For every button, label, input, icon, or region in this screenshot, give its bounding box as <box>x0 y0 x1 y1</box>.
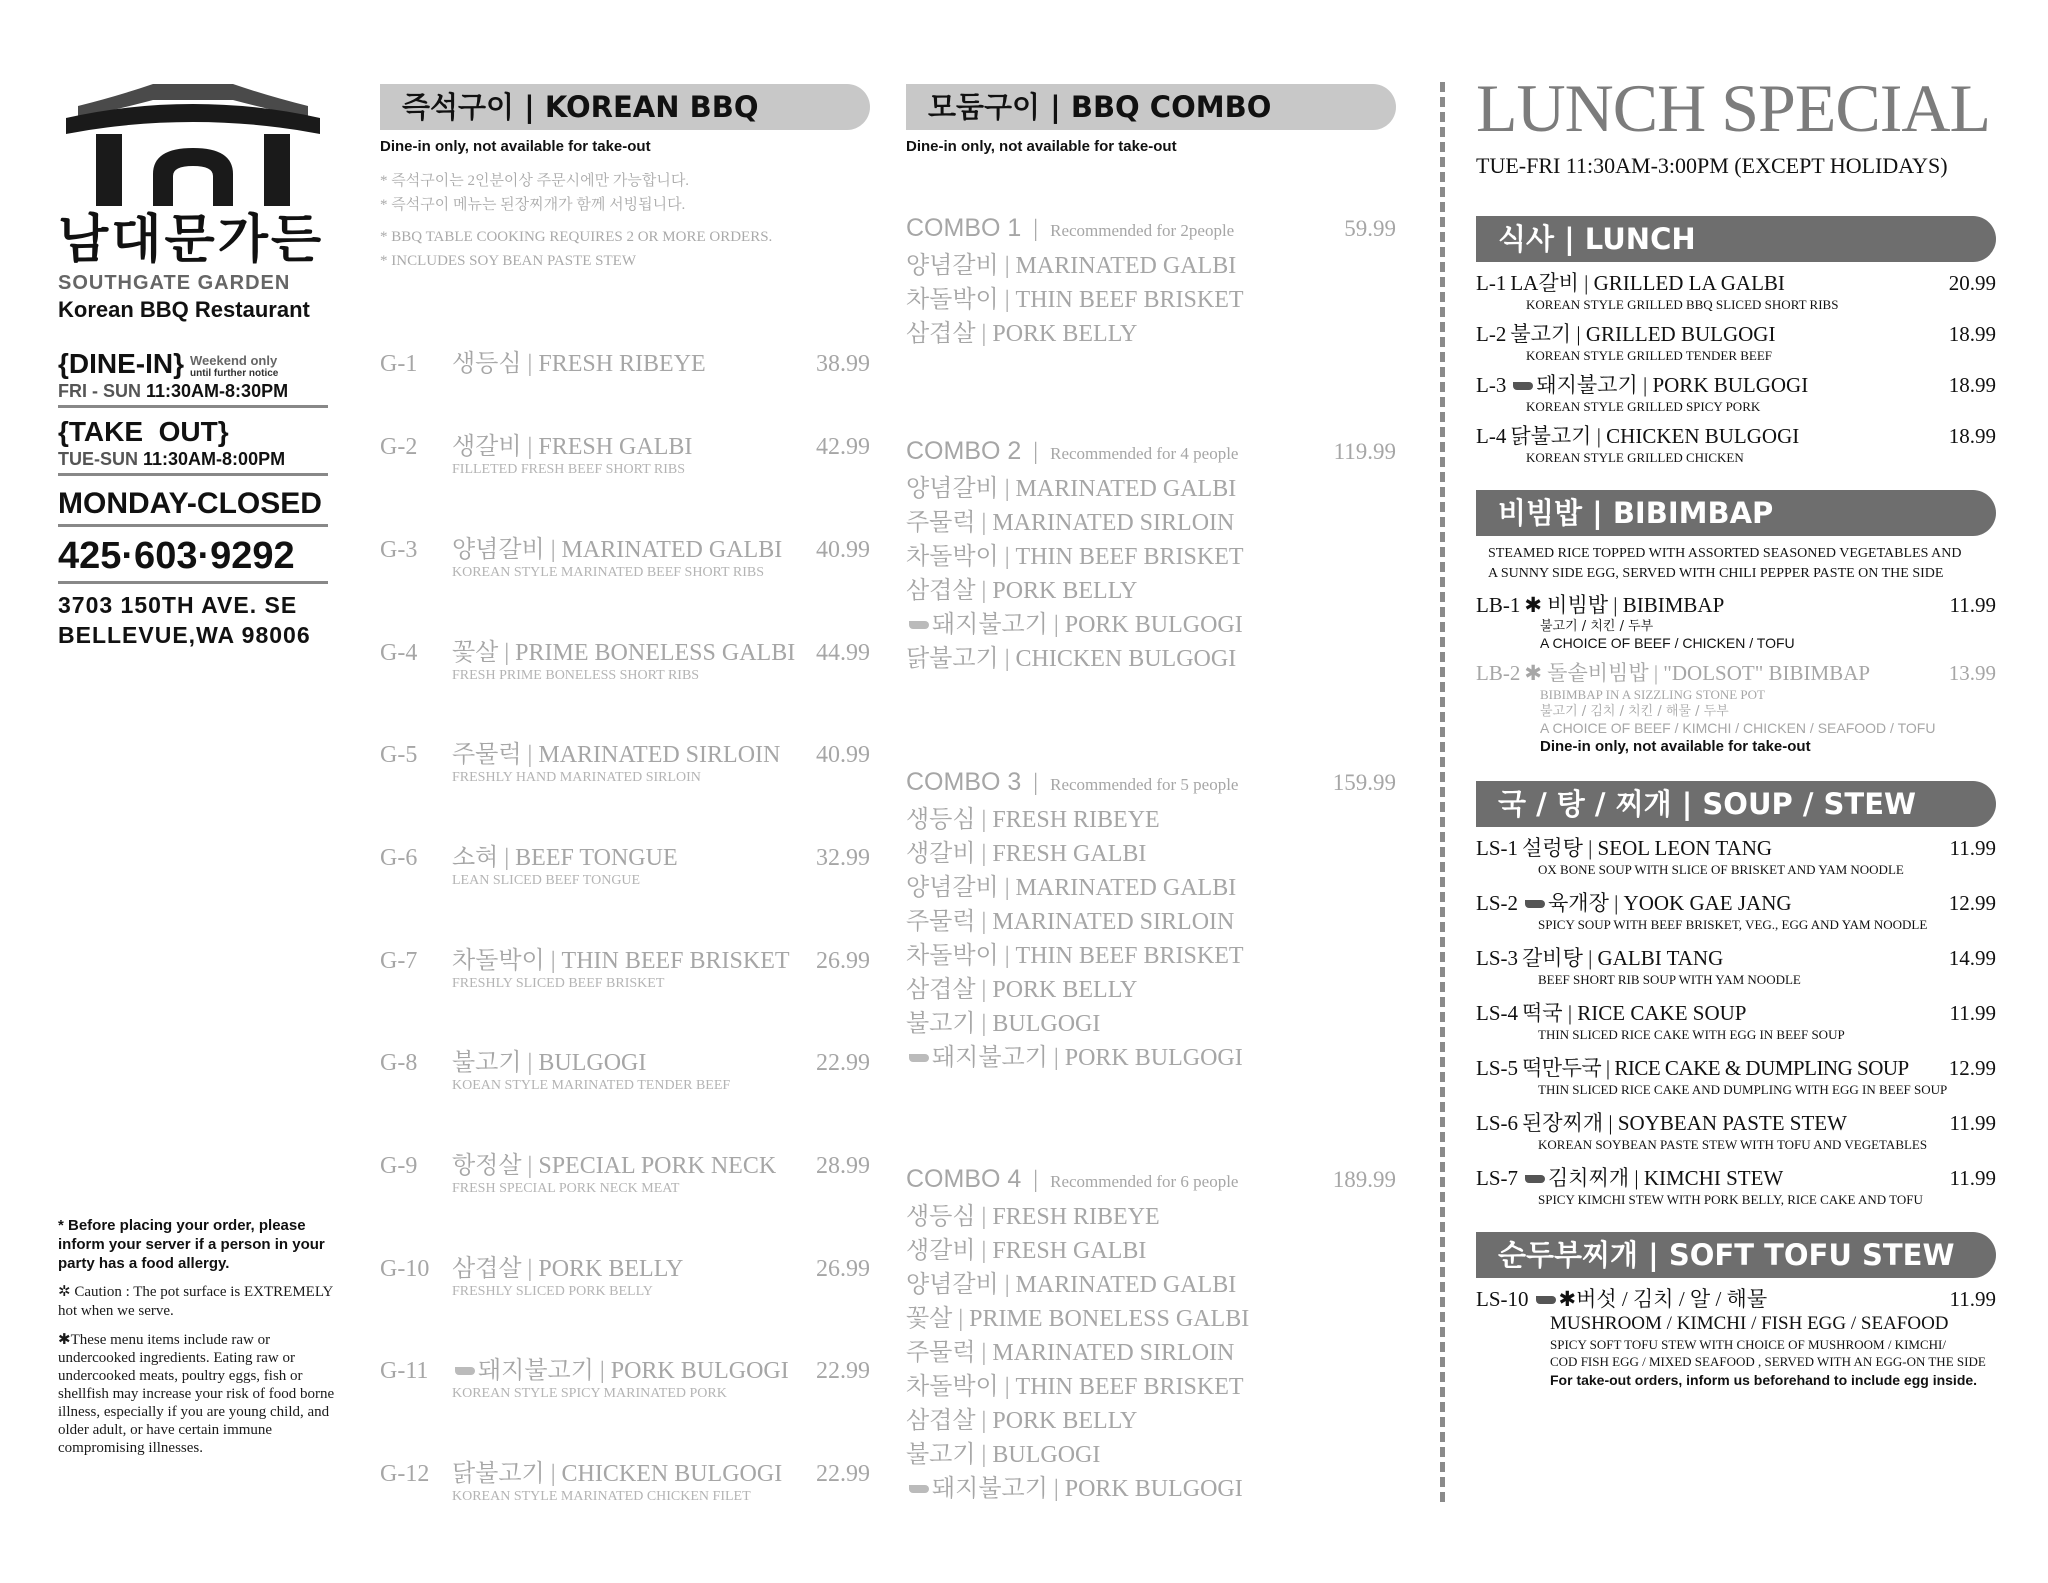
combo-item: 생갈비 | FRESH GALBI <box>906 1238 1147 1264</box>
tofu-options: MUSHROOM / KIMCHI / FISH EGG / SEAFOOD <box>1550 1313 1949 1334</box>
combo-item: 불고기 | BULGOGI <box>906 1011 1101 1037</box>
combo-2: COMBO 2 | Recommended for 4 people 119.99 양념갈비 | MARINATED GALBI 주물럭 | MARINATED SIRLOIN 차돌박이 | THIN BEEF BRISKET 삼겹살 | PORK BELLY 돼지불고기 | PORK BULGOGI 닭불고기 | CHICKEN BULGOGI <box>906 437 1396 676</box>
menu-item: L-4 닭불고기 | CHICKEN BULGOGI 18.99 KOREAN STYLE GRILLED CHICKEN <box>1476 424 1996 465</box>
spicy-pepper-icon <box>1525 900 1545 908</box>
menu-item: G-5 주물럭 | MARINATED SIRLOIN 40.99 FRESHLY HAND MARINATED SIRLOIN <box>380 742 870 785</box>
dashed-divider <box>1440 82 1445 1502</box>
spicy-pepper-icon <box>1525 1175 1545 1183</box>
combo-item: 주물럭 | MARINATED SIRLOIN <box>906 909 1235 935</box>
lunch-special-title: LUNCH SPECIAL <box>1476 70 1991 146</box>
combo-item: 삼겹살 | PORK BELLY <box>906 578 1138 604</box>
tofu-takeout-note: For take-out orders, inform us beforehand to include egg inside. <box>1550 1372 1978 1388</box>
menu-item: L-1 LA갈비 | GRILLED LA GALBI 20.99 KOREAN STYLE GRILLED BBQ SLICED SHORT RIBS <box>1476 271 1996 312</box>
combo-item: 차돌박이 | THIN BEEF BRISKET <box>906 287 1244 313</box>
allergy-note: * Before placing your order, please inform your server if a person in your party has a food allergy. <box>58 1217 325 1272</box>
bbq-rule: * 즉석구이는 2인분이상 주문시에만 가능합니다. <box>380 173 690 189</box>
dine-in-days: FRI - SUN <box>58 381 141 401</box>
dine-in-label: {DINE-IN} <box>58 348 185 379</box>
gate-logo-icon <box>58 78 328 208</box>
bbq-rule: * BBQ TABLE COOKING REQUIRES 2 OR MORE ORDERS. <box>380 229 773 245</box>
bbq-rule: * 즉석구이 메뉴는 된장찌개가 함께 서빙됩니다. <box>380 197 686 213</box>
combo-item: 주물럭 | MARINATED SIRLOIN <box>906 510 1235 536</box>
dine-in-note: Weekend only until further notice <box>190 353 279 379</box>
restaurant-subtitle: Korean BBQ Restaurant <box>58 297 310 322</box>
dine-in-hours <box>58 348 328 408</box>
combo-item: 차돌박이 | THIN BEEF BRISKET <box>906 943 1244 969</box>
menu-item: G-1 생등심 | FRESH RIBEYE 38.99 <box>380 351 870 377</box>
lunch-subsection <box>1476 216 1996 466</box>
take-out-days: TUE-SUN <box>58 449 138 469</box>
spicy-pepper-icon <box>455 1367 475 1375</box>
bbq-rule: * INCLUDES SOY BEAN PASTE STEW <box>380 253 636 269</box>
combo-dine-note: Dine-in only, not available for take-out <box>906 138 1177 155</box>
restaurant-korean-name: 남대문가든 <box>58 210 325 270</box>
menu-item: LS-5 떡만두국 | RICE CAKE & DUMPLING SOUP 12.99 THIN SLICED RICE CAKE AND DUMPLING WITH EGG IN BEEF SOUP <box>1476 1056 1996 1097</box>
menu-item: LS-2 육개장 | YOOK GAE JANG 12.99 SPICY SOUP WITH BEEF BRISKET, VEG., EGG AND YAM NOODLE <box>1476 891 1996 932</box>
bibimbap-subsection <box>1476 490 1996 757</box>
combo-1: COMBO 1 | Recommended for 2people 59.99 양념갈비 | MARINATED GALBI 차돌박이 | THIN BEEF BRISKET 삼겹살 | PORK BELLY <box>906 214 1396 351</box>
menu-item: G-10 삼겹살 | PORK BELLY 26.99 FRESHLY SLICED PORK BELLY <box>380 1256 870 1299</box>
lunch-header: 식사 | LUNCH <box>1476 216 1996 262</box>
menu-item: G-12 닭불고기 | CHICKEN BULGOGI 22.99 KOREAN STYLE MARINATED CHICKEN FILET <box>380 1461 870 1504</box>
menu-item: LS-1 설렁탕 | SEOL LEON TANG 11.99 OX BONE SOUP WITH SLICE OF BRISKET AND YAM NOODLE <box>1476 836 1996 877</box>
korean-bbq-header: 즉석구이 | KOREAN BBQ <box>380 84 870 130</box>
spicy-pepper-icon <box>909 1054 929 1062</box>
combo-item: 차돌박이 | THIN BEEF BRISKET <box>906 544 1244 570</box>
menu-item: LS-4 떡국 | RICE CAKE SOUP 11.99 THIN SLICED RICE CAKE WITH EGG IN BEEF SOUP <box>1476 1001 1996 1042</box>
bbq-combo-section <box>906 84 1396 1502</box>
combo-item: 꽃살 | PRIME BONELESS GALBI <box>906 1306 1250 1332</box>
menu-item: LS-7 김치찌개 | KIMCHI STEW 11.99 SPICY KIMCHI STEW WITH PORK BELLY, RICE CAKE AND TOFU <box>1476 1166 1996 1207</box>
combo-item: 생갈비 | FRESH GALBI <box>906 841 1147 867</box>
spicy-pepper-icon <box>1536 1296 1556 1304</box>
menu-item: LB-2 ✱ 돌솥비빔밥 | "DOLSOT" BIBIMBAP 13.99 BIBIMBAP IN A SIZZLING STONE POT 불고기 / 김치 / 치킨 / 해물 / 두부 A CHOICE OF BEEF / KIMCHI / CHICKEN / SEAFOOD / TOFU <box>1476 661 1996 736</box>
menu-item: LS-10 ✱버섯 / 김치 / 알 / 해물 11.99 MUSHROOM / KIMCHI / FISH EGG / SEAFOOD SPICY SOFT TOFU STEW WITH CHOICE OF MUSHROOM / KIMCHI/ COD FISH EGG / MIXED SEAFOOD , SERVED WITH AN EGG-ON THE SIDE For take-out orders, inform us beforehand to include egg inside. <box>1476 1287 1996 1388</box>
spicy-pepper-icon <box>909 621 929 629</box>
brand-column <box>58 78 328 650</box>
raw-food-note: ✱These menu items include raw or undercooked ingredients. Eating raw or undercooked meats, poultry eggs, fish or shellfish may increase your risk of food borne illness, especially if you are young child, and older adult, or have certain immune compromising illnesses. <box>58 1332 335 1456</box>
tofu-subsection <box>1476 1232 1996 1390</box>
take-out-label: {TAKE OUT} <box>58 416 229 447</box>
restaurant-english-name: SOUTHGATE GARDEN <box>58 272 291 294</box>
closed-day: MONDAY-CLOSED <box>58 484 328 527</box>
combo-item: 양념갈비 | MARINATED GALBI <box>906 476 1237 502</box>
combo-item: 돼지불고기 | PORK BULGOGI <box>906 1041 1396 1075</box>
combo-item: 삼겹살 | PORK BELLY <box>906 1408 1138 1434</box>
menu-item: G-2 생갈비 | FRESH GALBI 42.99 FILLETED FRESH BEEF SHORT RIBS <box>380 434 870 477</box>
combo-item: 생등심 | FRESH RIBEYE <box>906 1204 1160 1230</box>
menu-item: G-3 양념갈비 | MARINATED GALBI 40.99 KOREAN STYLE MARINATED BEEF SHORT RIBS <box>380 537 870 580</box>
soup-subsection <box>1476 781 1996 1208</box>
combo-item: 양념갈비 | MARINATED GALBI <box>906 1272 1237 1298</box>
spicy-pepper-icon <box>909 1485 929 1493</box>
combo-item: 돼지불고기 | PORK BULGOGI <box>906 608 1396 642</box>
combo-item: 닭불고기 | CHICKEN BULGOGI <box>906 646 1237 672</box>
combo-item: 양념갈비 | MARINATED GALBI <box>906 253 1237 279</box>
menu-item: G-11 돼지불고기 | PORK BULGOGI 22.99 KOREAN STYLE SPICY MARINATED PORK <box>380 1358 870 1401</box>
combo-item: 주물럭 | MARINATED SIRLOIN <box>906 1340 1235 1366</box>
address <box>58 590 328 650</box>
address-line-1: 3703 150TH AVE. SE <box>58 592 298 618</box>
take-out-time: 11:30AM-8:00PM <box>143 449 286 469</box>
address-line-2: BELLEVUE,WA 98006 <box>58 622 311 648</box>
menu-item: G-4 꽃살 | PRIME BONELESS GALBI 44.99 FRESH PRIME BONELESS SHORT RIBS <box>380 640 870 683</box>
menu-item: L-2 불고기 | GRILLED BULGOGI 18.99 KOREAN STYLE GRILLED TENDER BEEF <box>1476 322 1996 363</box>
spicy-pepper-icon <box>1513 382 1533 390</box>
take-out-hours <box>58 416 328 476</box>
notes-section <box>58 1216 338 1457</box>
combo-item: 삼겹살 | PORK BELLY <box>906 977 1138 1003</box>
combo-item: 생등심 | FRESH RIBEYE <box>906 807 1160 833</box>
bibimbap-header: 비빔밥 | BIBIMBAP <box>1476 490 1996 536</box>
phone-number: 425·603·9292 <box>58 531 328 584</box>
menu-item: LB-1 ✱ 비빔밥 | BIBIMBAP 11.99 불고기 / 치킨 / 두부 A CHOICE OF BEEF / CHICKEN / TOFU <box>1476 593 1996 651</box>
menu-item: G-9 항정살 | SPECIAL PORK NECK 28.99 FRESH SPECIAL PORK NECK MEAT <box>380 1153 870 1196</box>
bibimbap-intro: STEAMED RICE TOPPED WITH ASSORTED SEASONED VEGETABLES AND A SUNNY SIDE EGG, SERVED WITH CHILI PEPPER PASTE ON THE SIDE <box>1488 546 1962 581</box>
lunch-special-hours: TUE-FRI 11:30AM-3:00PM (EXCEPT HOLIDAYS) <box>1476 153 1948 178</box>
combo-4: COMBO 4 | Recommended for 6 people 189.99 생등심 | FRESH RIBEYE 생갈비 | FRESH GALBI 양념갈비 | MARINATED GALBI 꽃살 | PRIME BONELESS GALBI 주물럭 | MARINATED SIRLOIN 차돌박이 | THIN BEEF BRISKET 삼겹살 | PORK BELLY 불고기 | BULGOGI 돼지불고기 | PORK BULGOGI <box>906 1165 1396 1506</box>
menu-item: G-7 차돌박이 | THIN BEEF BRISKET 26.99 FRESHLY SLICED BEEF BRISKET <box>380 948 870 991</box>
bibimbap-dine-note: Dine-in only, not available for take-out <box>1540 738 1811 755</box>
combo-item: 차돌박이 | THIN BEEF BRISKET <box>906 1374 1244 1400</box>
menu-item: L-3 돼지불고기 | PORK BULGOGI 18.99 KOREAN STYLE GRILLED SPICY PORK <box>1476 373 1996 414</box>
dine-in-time: 11:30AM-8:30PM <box>146 381 289 401</box>
caution-note: ✲ Caution : The pot surface is EXTREMELY hot when we serve. <box>58 1284 333 1319</box>
bbq-combo-header: 모둠구이 | BBQ COMBO <box>906 84 1396 130</box>
soup-header: 국 / 탕 / 찌개 | SOUP / STEW <box>1476 781 1996 827</box>
bbq-rules <box>380 169 870 273</box>
combo-item: 삼겹살 | PORK BELLY <box>906 321 1138 347</box>
menu-item: LS-6 된장찌개 | SOYBEAN PASTE STEW 11.99 KOREAN SOYBEAN PASTE STEW WITH TOFU AND VEGETABLES <box>1476 1111 1996 1152</box>
combo-item: 불고기 | BULGOGI <box>906 1442 1101 1468</box>
menu-item: G-8 불고기 | BULGOGI 22.99 KOEAN STYLE MARINATED TENDER BEEF <box>380 1050 870 1093</box>
lunch-special-section <box>1476 70 1996 1390</box>
combo-3: COMBO 3 | Recommended for 5 people 159.99 생등심 | FRESH RIBEYE 생갈비 | FRESH GALBI 양념갈비 | MARINATED GALBI 주물럭 | MARINATED SIRLOIN 차돌박이 | THIN BEEF BRISKET 삼겹살 | PORK BELLY 불고기 | BULGOGI 돼지불고기 | PORK BULGOGI <box>906 768 1396 1075</box>
combo-item: 양념갈비 | MARINATED GALBI <box>906 875 1237 901</box>
bbq-dine-note: Dine-in only, not available for take-out <box>380 138 651 155</box>
menu-item: G-6 소혀 | BEEF TONGUE 32.99 LEAN SLICED BEEF TONGUE <box>380 845 870 888</box>
korean-bbq-section <box>380 84 870 1504</box>
combo-item: 돼지불고기 | PORK BULGOGI <box>906 1472 1396 1506</box>
tofu-header: 순두부찌개 | SOFT TOFU STEW <box>1476 1232 1996 1278</box>
menu-item: LS-3 갈비탕 | GALBI TANG 14.99 BEEF SHORT RIB SOUP WITH YAM NOODLE <box>1476 946 1996 987</box>
